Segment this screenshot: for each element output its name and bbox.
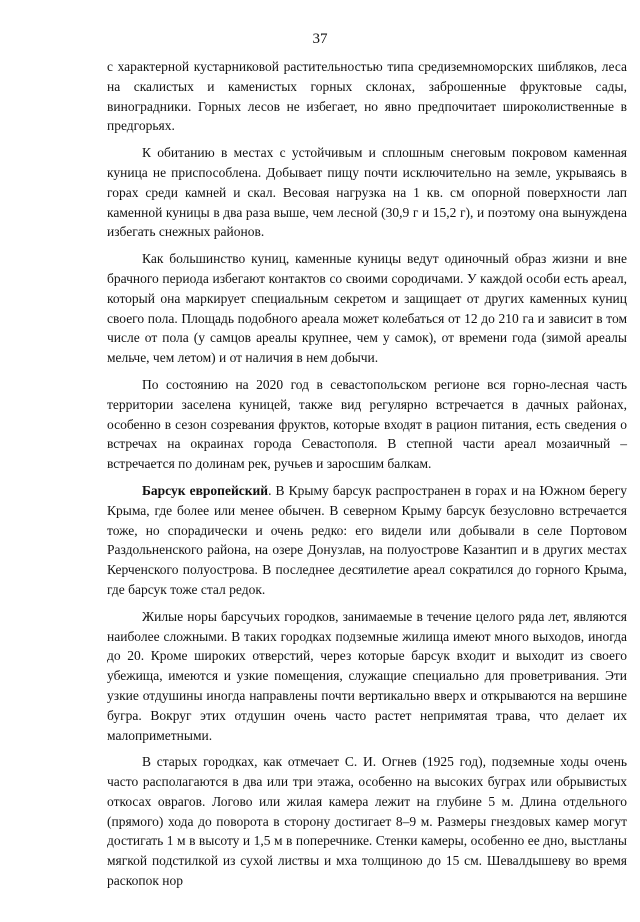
paragraph: Жилые норы барсучьих городков, занимаемые в течение целого ряда лет, являются наиболее сложными. В таких городках подземные жилища имеют много выходов, иногда до 20. Кроме широких отверстий, через которые барсук входит и выходит из своего убежища, имеются и узкие помещения, служащие специально для проветривания. Эти узкие отдушины иногда направлены почти вертикально вверх и открываются на вершине бугра. Вокруг этих отдушин очень часто растет непримятая трава, что делает их малоприметными. [107, 608, 627, 743]
paragraph: с характерной кустарниковой растительностью типа средиземноморских шибляков, леса на скалистых и каменистых горных склонах, заброшенные фруктовые сады, виноградники. Горных лесов не избегает, но явно предпочитает широколиственные в предгорьях. [107, 59, 627, 134]
document-body [107, 57, 627, 898]
paragraph: К обитанию в местах с устойчивым и сплошным снеговым покровом каменная куница не приспособлена. Добывает пищу почти исключительно на земле, укрываясь в горах среди камней и скал. Весовая нагрузка на 1 кв. см опорной поверхности лап каменной куницы в два раза выше, чем лесной (30,9 г и 15,2 г), и поэтому она вынуждена избегать снежных районов. [107, 145, 627, 240]
paragraph: Как большинство куниц, каменные куницы ведут одиночный образ жизни и вне брачного периода избегают контактов со своими сородичами. У каждой особи есть ареал, который она маркирует специальным секретом и защищает от других каменных куниц своего пола. Площадь подобного ареала может колебаться от 12 до 210 га и зависит в том числе от пола (у самцов ареалы крупнее, чем у самок), от времени года (зимой ареалы мельче, чем летом) и от наличия в нем добычи. [107, 251, 627, 366]
paragraph: В старых городках, как отмечает С. И. Огнев (1925 год), подземные ходы очень часто располагаются в два или три этажа, особенно на высоких буграх или обрывистых откосах оврагов. Логово или жилая камера лежит на глубине 5 м. Длина отдельного (прямого) хода до поворота в сторону достигает 8–9 м. Размеры гнездовых камер могут достигать 1 м в высоту и 1,5 м в поперечнике. Стенки камеры, особенно ее дно, выстланы мягкой подстилкой из сухой листвы и мха толщиною до 15 см. Шевалдышеву во время раскопок нор [107, 754, 627, 889]
page-number: 37 [312, 31, 328, 47]
paragraph-text: . В Крыму барсук распространен в горах и на Южном берегу Крыма, где более или менее обычен. В северном Крыму барсук безусловно встречается тоже, но спорадически и очень редко: его видели или добывали в селе Портовом Раздольненского района, на озере Донузлав, на полуострове Казантип и в других местах Керченского полуострова. В последнее десятилетие ареал сократился до горного Крыма, где барсук тоже стал редок. [107, 482, 627, 597]
paragraph: По состоянию на 2020 год в севастопольском регионе вся горно-лесная часть территории заселена куницей, также вид регулярно встречается в дачных районах, особенно в сезон созревания фруктов, которые входят в рацион питания, есть сведения о встречах на окраинах города Севастополя. В степной части ареал мозаичный – встречается по долинам рек, ручьев и заросшим балкам. [107, 376, 627, 472]
paragraph [107, 481, 627, 600]
section-heading-badger: Барсук европейский [142, 482, 269, 498]
